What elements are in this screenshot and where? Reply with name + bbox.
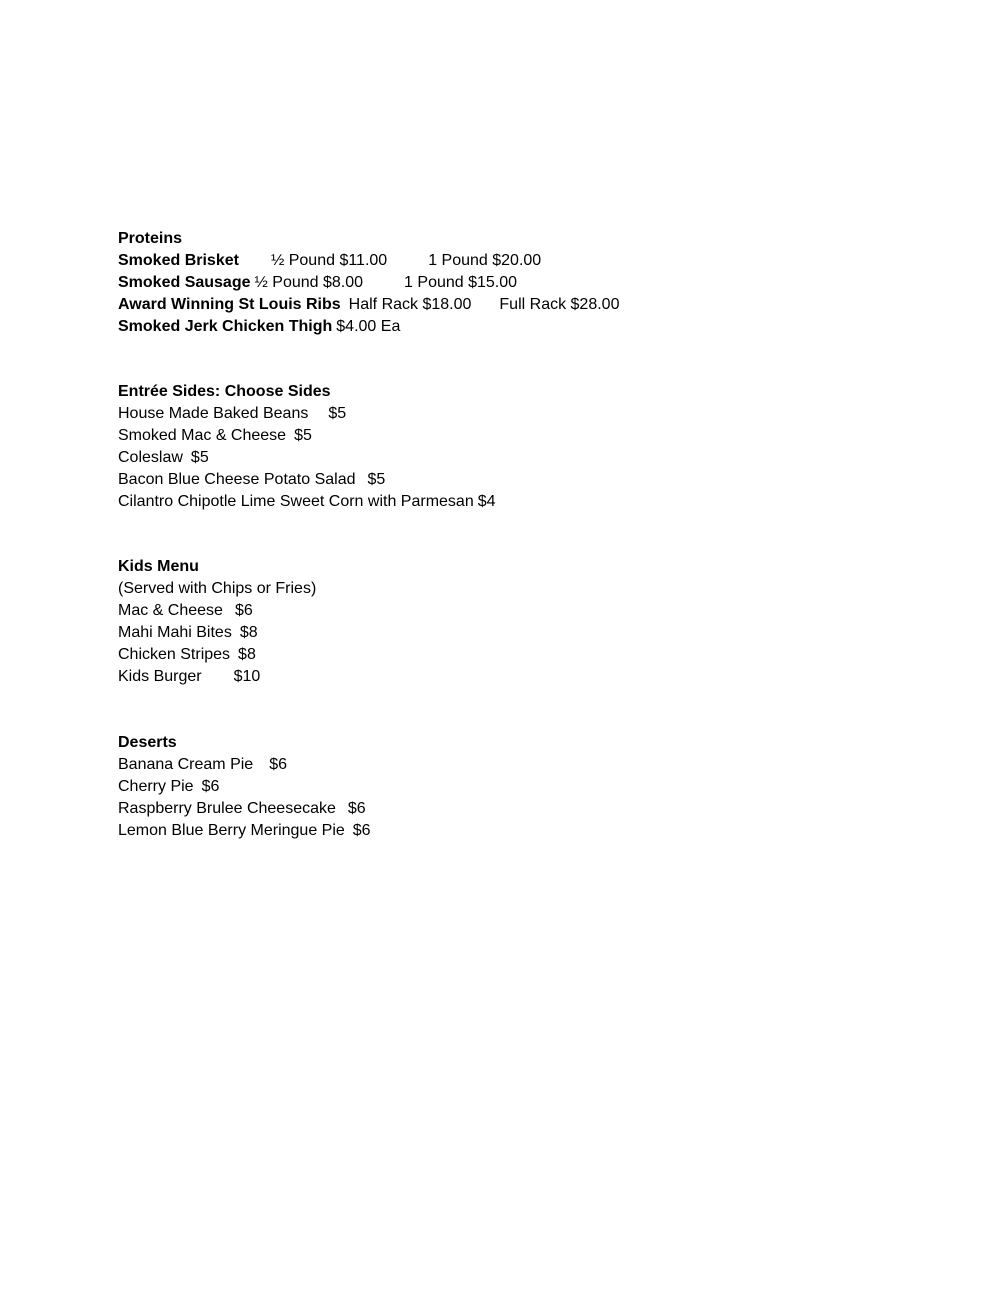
side-item [118,447,496,469]
protein-chicken-row [118,316,619,338]
protein-brisket-half-price: ½ Pound $11.00 [270,252,388,269]
deserts-section [118,732,371,842]
protein-sausage-half-price: ½ Pound $8.00 [254,274,364,291]
side-item-price: $5 [328,405,347,422]
kids-item-name: Kids Burger [118,668,202,685]
side-item-name: Coleslaw [118,449,183,466]
desert-item-price: $6 [352,822,371,839]
side-item-price: $5 [294,427,312,444]
desert-item [118,754,371,776]
kids-item-name: Chicken Stripes [118,646,231,663]
protein-sausage-name: Smoked Sausage [118,274,251,291]
kids-item-price: $10 [233,668,261,685]
side-item-price: $4 [477,493,496,510]
side-item [118,403,496,425]
desert-item [118,776,371,798]
protein-ribs-half-price: Half Rack $18.00 [348,296,472,313]
protein-sausage-full-price: 1 Pound $15.00 [404,274,518,291]
desert-item-price: $6 [201,778,220,795]
side-item [118,425,496,447]
side-item-name: House Made Baked Beans [118,405,309,422]
kids-item-price: $6 [234,602,253,619]
kids-item [118,622,316,644]
kids-item-name: Mac & Cheese [118,602,223,619]
protein-ribs-full-price: Full Rack $28.00 [499,296,620,313]
protein-brisket-name: Smoked Brisket [118,252,239,269]
protein-chicken-name: Smoked Jerk Chicken Thigh [118,318,333,335]
side-item-name: Bacon Blue Cheese Potato Salad [118,471,356,488]
kids-item-price: $8 [239,624,258,641]
protein-brisket-row [118,250,619,272]
side-item-price: $5 [367,471,386,488]
desert-item-name: Lemon Blue Berry Meringue Pie [118,822,345,839]
desert-item-price: $6 [269,756,287,773]
desert-item [118,798,371,820]
desert-item-name: Raspberry Brulee Cheesecake [118,800,336,817]
desert-item-name: Banana Cream Pie [118,756,254,773]
side-item [118,491,496,513]
kids-section [118,556,316,688]
kids-item [118,644,316,666]
sides-section [118,381,496,513]
kids-item [118,666,316,688]
kids-item [118,600,316,622]
side-item [118,469,496,491]
desert-item-price: $6 [347,800,366,817]
kids-item-price: $8 [238,646,256,663]
desert-item-name: Cherry Pie [118,778,194,795]
side-item-name: Smoked Mac & Cheese [118,427,287,444]
side-item-price: $5 [190,449,209,466]
side-item-name: Cilantro Chipotle Lime Sweet Corn with Parmesan [118,493,474,510]
protein-chicken-price: $4.00 Ea [336,318,401,335]
protein-brisket-full-price: 1 Pound $20.00 [428,252,542,269]
desert-item [118,820,371,842]
protein-ribs-row [118,294,619,316]
sides-heading: Entrée Sides: Choose Sides [118,383,331,400]
proteins-heading: Proteins [118,230,183,247]
proteins-section [118,228,619,338]
protein-sausage-row [118,272,619,294]
protein-ribs-name: Award Winning St Louis Ribs [118,296,341,313]
deserts-heading: Deserts [118,734,177,751]
kids-note: (Served with Chips or Fries) [118,580,317,597]
kids-heading: Kids Menu [118,558,199,575]
kids-item-name: Mahi Mahi Bites [118,624,232,641]
